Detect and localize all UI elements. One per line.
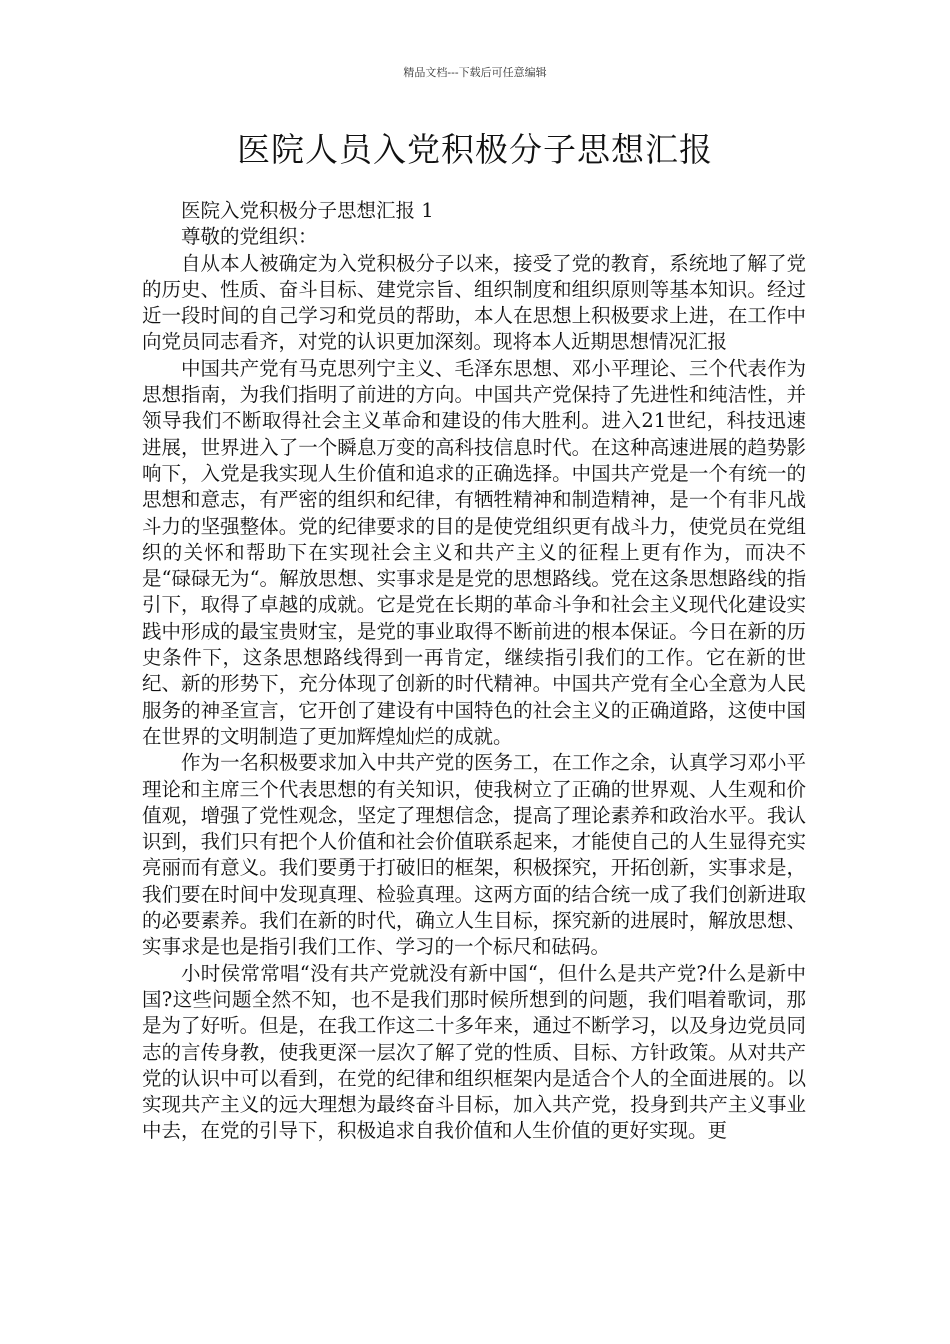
document-body [142,198,806,1145]
paragraph-4: 小时侯常常唱“没有共产党就没有新中国“，但什么是共产党?什么是新中国?这些问题全然不知，也不是我们那时候所想到的问题，我们唱着歌词，那是为了好听。但是，在我工作这二十多年来，通过不断学习，以及身边党员同志的言传身教，使我更深一层次了解了党的性质、目标、方针政策。从对共产党的认识中可以看到，在党的纪律和组织框架内是适合个人的全面进展的。以实现共产主义的远大理想为最终奋斗目标，加入共产党，投身到共产主义事业中去，在党的引导下，积极追求自我价值和人生价值的更好实现。更 [142,961,806,1143]
document-title: 医院人员入党积极分子思想汇报 [237,130,713,169]
salutation: 尊敬的党组织： [181,225,318,249]
report-subtitle: 医院入党积极分子思想汇报 1 [181,199,434,222]
paragraph-2: 中国共产党有马克思列宁主义、毛泽东思想、邓小平理论、三个代表作为思想指南，为我们指明了前进的方向。中国共产党保持了先进性和纯洁性，并领导我们不断取得社会主义革命和建设的伟大胜利。进入21世纪，科技迅速进展，世界进入了一个瞬息万变的高科技信息时代。在这种高速进展的趋势影响下，入党是我实现人生价值和追求的正确选择。中国共产党是一个有统一的思想和意志，有严密的组织和纪律，有牺牲精神和制造精神，是一个有非凡战斗力的坚强整体。党的纪律要求的目的是使党组织更有战斗力，使党员在党组织的关怀和帮助下在实现社会主义和共产主义的征程上更有作为，而决不是“碌碌无为“。解放思想、实事求是是党的思想路线。党在这条思想路线的指引下，取得了卓越的成就。它是党在长期的革命斗争和社会主义现代化建设实践中形成的最宝贵财宝，是党的事业取得不断前进的根本保证。今日在新的历史条件下，这条思想路线得到一再肯定，继续指引我们的工作。它在新的世纪、新的形势下，充分体现了创新的时代精神。中国共产党有全心全意为人民服务的神圣宣言，它开创了建设有中国特色的社会主义的正确道路，这使中国在世界的文明制造了更加辉煌灿烂的成就。 [142,356,806,748]
paragraph-1: 自从本人被确定为入党积极分子以来，接受了党的教育，系统地了解了党的历史、性质、奋斗目标、建党宗旨、组织制度和组织原则等基本知识。经过近一段时间的自己学习和党员的帮助，本人在思想上积极要求上进，在工作中向党员同志看齐，对党的认识更加深刻。现将本人近期思想情况汇报 [142,251,806,354]
paragraph-3: 作为一名积极要求加入中共产党的医务工，在工作之余，认真学习邓小平理论和主席三个代表思想的有关知识，使我树立了正确的世界观、人生观和价值观，增强了党性观念，坚定了理想信念，提高了理论素养和政治水平。我认识到，我们只有把个人价值和社会价值联系起来，才能使自己的人生显得充实亮丽而有意义。我们要勇于打破旧的框架，积极探究，开拓创新，实事求是，我们要在时间中发现真理、检验真理。这两方面的结合统一成了我们创新进取的必要素养。我们在新的时代，确立人生目标，探究新的进展时，解放思想、实事求是也是指引我们工作、学习的一个标尺和砝码。 [142,751,806,959]
header-note: 精品文档---下载后可任意编辑 [403,66,547,79]
